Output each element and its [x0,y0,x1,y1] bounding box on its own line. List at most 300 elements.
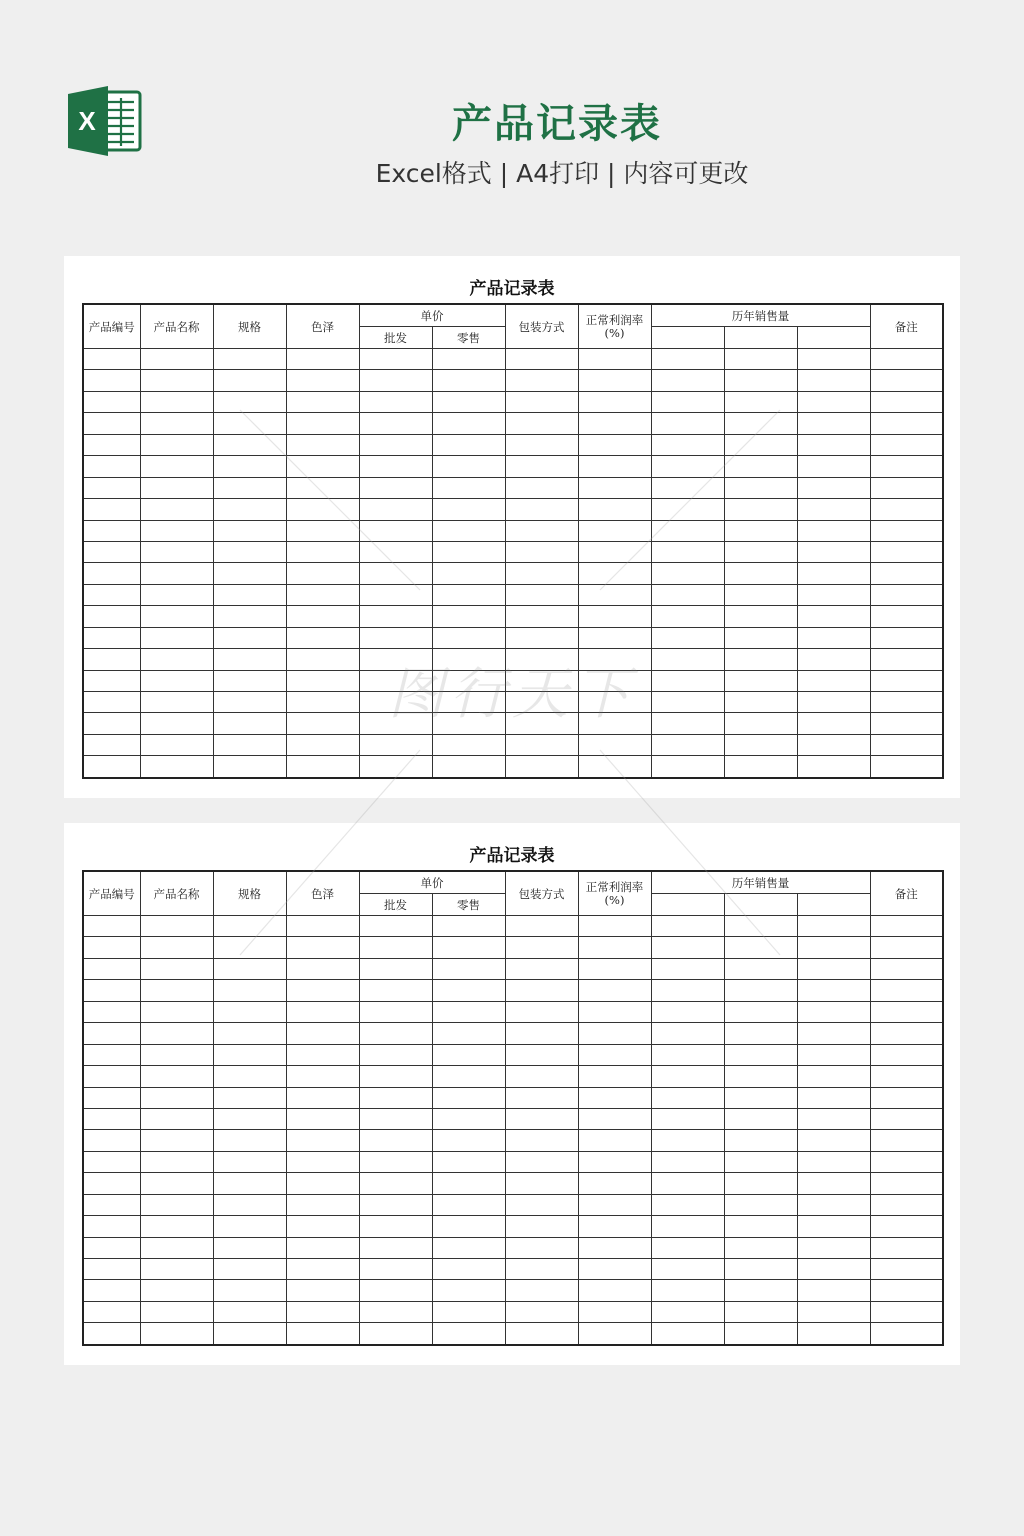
table-cell[interactable] [359,1130,432,1151]
table-cell[interactable] [359,713,432,734]
table-cell[interactable] [651,958,724,979]
table-cell[interactable] [578,499,651,520]
table-cell[interactable] [797,1066,870,1087]
table-cell[interactable] [213,1259,286,1280]
table-cell[interactable] [140,937,213,958]
table-cell[interactable] [213,413,286,434]
table-cell[interactable] [432,1301,505,1322]
table-cell[interactable] [797,1151,870,1172]
table-cell[interactable] [140,413,213,434]
table-cell[interactable] [432,1151,505,1172]
table-cell[interactable] [432,627,505,648]
table-cell[interactable] [83,713,140,734]
table-cell[interactable] [870,980,943,1001]
table-cell[interactable] [83,1130,140,1151]
table-cell[interactable] [140,958,213,979]
table-cell[interactable] [83,477,140,498]
table-cell[interactable] [797,1323,870,1345]
table-cell[interactable] [140,692,213,713]
table-cell[interactable] [870,670,943,691]
table-cell[interactable] [359,584,432,605]
table-cell[interactable] [797,1194,870,1215]
table-cell[interactable] [286,1237,359,1258]
table-cell[interactable] [213,1066,286,1087]
table-cell[interactable] [213,1087,286,1108]
table-cell[interactable] [870,477,943,498]
table-cell[interactable] [286,734,359,755]
table-cell[interactable] [286,1259,359,1280]
table-cell[interactable] [359,1044,432,1065]
table-cell[interactable] [432,1001,505,1022]
table-cell[interactable] [432,391,505,412]
table-cell[interactable] [870,413,943,434]
table-cell[interactable] [213,1023,286,1044]
table-cell[interactable] [83,606,140,627]
table-cell[interactable] [578,1001,651,1022]
table-cell[interactable] [651,713,724,734]
table-cell[interactable] [505,1280,578,1301]
table-cell[interactable] [724,1044,797,1065]
table-cell[interactable] [651,563,724,584]
table-cell[interactable] [83,1066,140,1087]
table-cell[interactable] [505,391,578,412]
table-cell[interactable] [213,1280,286,1301]
table-cell[interactable] [359,520,432,541]
table-cell[interactable] [213,692,286,713]
table-cell[interactable] [797,1087,870,1108]
table-cell[interactable] [797,434,870,455]
table-cell[interactable] [140,734,213,755]
table-cell[interactable] [578,1237,651,1258]
table-cell[interactable] [83,649,140,670]
table-cell[interactable] [213,370,286,391]
table-cell[interactable] [797,1108,870,1129]
table-cell[interactable] [432,1259,505,1280]
table-cell[interactable] [797,916,870,937]
table-cell[interactable] [213,1323,286,1345]
table-cell[interactable] [724,756,797,778]
table-cell[interactable] [651,1280,724,1301]
table-cell[interactable] [870,499,943,520]
table-cell[interactable] [870,1087,943,1108]
table-cell[interactable] [797,584,870,605]
table-cell[interactable] [432,980,505,1001]
table-cell[interactable] [286,1173,359,1194]
table-cell[interactable] [286,1066,359,1087]
table-cell[interactable] [140,1323,213,1345]
table-cell[interactable] [359,1066,432,1087]
table-cell[interactable] [432,606,505,627]
table-cell[interactable] [83,1151,140,1172]
table-cell[interactable] [286,1301,359,1322]
table-cell[interactable] [140,477,213,498]
table-cell[interactable] [578,1130,651,1151]
table-cell[interactable] [83,958,140,979]
table-cell[interactable] [213,1301,286,1322]
table-cell[interactable] [505,1044,578,1065]
table-cell[interactable] [359,1151,432,1172]
table-cell[interactable] [286,627,359,648]
table-cell[interactable] [651,1001,724,1022]
table-cell[interactable] [140,1044,213,1065]
table-cell[interactable] [359,649,432,670]
table-cell[interactable] [797,1259,870,1280]
table-cell[interactable] [505,606,578,627]
table-cell[interactable] [505,584,578,605]
table-cell[interactable] [505,1173,578,1194]
table-cell[interactable] [83,456,140,477]
table-cell[interactable] [797,520,870,541]
table-cell[interactable] [432,541,505,562]
table-cell[interactable] [724,1001,797,1022]
table-cell[interactable] [651,584,724,605]
table-cell[interactable] [797,1216,870,1237]
table-cell[interactable] [797,1237,870,1258]
table-cell[interactable] [651,670,724,691]
table-cell[interactable] [213,756,286,778]
table-cell[interactable] [140,1023,213,1044]
table-cell[interactable] [432,520,505,541]
table-cell[interactable] [286,499,359,520]
table-cell[interactable] [870,370,943,391]
table-cell[interactable] [213,541,286,562]
table-cell[interactable] [432,1130,505,1151]
table-cell[interactable] [213,434,286,455]
table-cell[interactable] [724,541,797,562]
table-cell[interactable] [505,541,578,562]
table-cell[interactable] [432,1066,505,1087]
table-cell[interactable] [213,649,286,670]
table-cell[interactable] [83,627,140,648]
table-cell[interactable] [213,477,286,498]
table-cell[interactable] [432,1216,505,1237]
table-cell[interactable] [286,756,359,778]
table-cell[interactable] [505,1066,578,1087]
table-cell[interactable] [651,980,724,1001]
table-cell[interactable] [432,734,505,755]
table-cell[interactable] [797,1301,870,1322]
table-cell[interactable] [432,349,505,370]
table-cell[interactable] [213,916,286,937]
table-cell[interactable] [505,1259,578,1280]
table-cell[interactable] [83,1323,140,1345]
table-cell[interactable] [505,692,578,713]
table-cell[interactable] [651,413,724,434]
table-cell[interactable] [213,734,286,755]
table-cell[interactable] [651,649,724,670]
table-cell[interactable] [724,734,797,755]
table-cell[interactable] [724,1130,797,1151]
table-cell[interactable] [213,349,286,370]
table-cell[interactable] [870,520,943,541]
table-cell[interactable] [724,692,797,713]
table-cell[interactable] [578,1216,651,1237]
table-cell[interactable] [870,713,943,734]
table-cell[interactable] [651,734,724,755]
table-cell[interactable] [578,413,651,434]
table-cell[interactable] [432,649,505,670]
table-cell[interactable] [213,1108,286,1129]
table-cell[interactable] [578,584,651,605]
table-cell[interactable] [140,1001,213,1022]
table-cell[interactable] [432,1044,505,1065]
table-cell[interactable] [359,670,432,691]
table-cell[interactable] [724,477,797,498]
table-cell[interactable] [724,627,797,648]
table-cell[interactable] [213,520,286,541]
table-cell[interactable] [870,391,943,412]
table-cell[interactable] [140,563,213,584]
table-cell[interactable] [83,413,140,434]
table-cell[interactable] [724,584,797,605]
table-cell[interactable] [578,670,651,691]
table-cell[interactable] [797,980,870,1001]
table-cell[interactable] [870,349,943,370]
table-cell[interactable] [797,1280,870,1301]
table-cell[interactable] [83,499,140,520]
table-cell[interactable] [578,1301,651,1322]
table-cell[interactable] [286,670,359,691]
table-cell[interactable] [505,756,578,778]
table-cell[interactable] [359,692,432,713]
table-cell[interactable] [359,734,432,755]
table-cell[interactable] [578,563,651,584]
table-cell[interactable] [505,734,578,755]
table-cell[interactable] [83,391,140,412]
table-cell[interactable] [286,434,359,455]
table-cell[interactable] [651,499,724,520]
table-cell[interactable] [724,916,797,937]
table-cell[interactable] [651,1151,724,1172]
table-cell[interactable] [286,1151,359,1172]
table-cell[interactable] [797,370,870,391]
table-cell[interactable] [140,584,213,605]
table-cell[interactable] [140,980,213,1001]
table-cell[interactable] [213,980,286,1001]
table-cell[interactable] [651,1237,724,1258]
table-cell[interactable] [286,413,359,434]
table-cell[interactable] [140,541,213,562]
table-cell[interactable] [870,456,943,477]
table-cell[interactable] [578,541,651,562]
table-cell[interactable] [797,477,870,498]
table-cell[interactable] [140,1237,213,1258]
table-cell[interactable] [870,1023,943,1044]
table-cell[interactable] [83,1173,140,1194]
table-cell[interactable] [213,1173,286,1194]
table-cell[interactable] [578,477,651,498]
table-cell[interactable] [286,980,359,1001]
table-cell[interactable] [83,1044,140,1065]
table-cell[interactable] [505,670,578,691]
table-cell[interactable] [505,520,578,541]
table-cell[interactable] [286,1044,359,1065]
table-cell[interactable] [578,606,651,627]
table-cell[interactable] [286,649,359,670]
table-cell[interactable] [724,434,797,455]
table-cell[interactable] [870,1130,943,1151]
table-cell[interactable] [286,349,359,370]
table-cell[interactable] [505,916,578,937]
table-cell[interactable] [797,349,870,370]
table-cell[interactable] [651,627,724,648]
table-cell[interactable] [432,456,505,477]
table-cell[interactable] [140,1087,213,1108]
table-cell[interactable] [286,1108,359,1129]
table-cell[interactable] [140,627,213,648]
table-cell[interactable] [505,1130,578,1151]
table-cell[interactable] [505,649,578,670]
table-cell[interactable] [432,692,505,713]
table-cell[interactable] [797,692,870,713]
table-cell[interactable] [359,1023,432,1044]
table-cell[interactable] [213,937,286,958]
table-cell[interactable] [213,391,286,412]
table-cell[interactable] [286,541,359,562]
table-cell[interactable] [213,499,286,520]
table-cell[interactable] [578,1151,651,1172]
table-cell[interactable] [83,1108,140,1129]
table-cell[interactable] [359,1237,432,1258]
table-cell[interactable] [213,563,286,584]
table-cell[interactable] [870,1001,943,1022]
table-cell[interactable] [432,958,505,979]
table-cell[interactable] [359,1323,432,1345]
table-cell[interactable] [870,584,943,605]
table-cell[interactable] [213,606,286,627]
table-cell[interactable] [505,1216,578,1237]
table-cell[interactable] [724,937,797,958]
table-cell[interactable] [797,1044,870,1065]
table-cell[interactable] [83,541,140,562]
table-cell[interactable] [870,541,943,562]
table-cell[interactable] [83,692,140,713]
table-cell[interactable] [505,1087,578,1108]
table-cell[interactable] [870,1066,943,1087]
table-cell[interactable] [724,1023,797,1044]
table-cell[interactable] [286,520,359,541]
table-cell[interactable] [724,670,797,691]
table-cell[interactable] [578,958,651,979]
table-cell[interactable] [651,1130,724,1151]
table-cell[interactable] [140,391,213,412]
table-cell[interactable] [140,649,213,670]
table-cell[interactable] [140,1216,213,1237]
table-cell[interactable] [359,413,432,434]
table-cell[interactable] [83,563,140,584]
table-cell[interactable] [870,1301,943,1322]
table-cell[interactable] [505,1237,578,1258]
table-cell[interactable] [505,413,578,434]
table-cell[interactable] [797,1130,870,1151]
table-cell[interactable] [83,1023,140,1044]
table-cell[interactable] [797,627,870,648]
table-cell[interactable] [870,1108,943,1129]
table-cell[interactable] [578,756,651,778]
table-cell[interactable] [724,499,797,520]
table-cell[interactable] [724,1323,797,1345]
table-cell[interactable] [286,958,359,979]
table-cell[interactable] [286,937,359,958]
table-cell[interactable] [505,1108,578,1129]
table-cell[interactable] [724,1151,797,1172]
table-cell[interactable] [213,713,286,734]
table-cell[interactable] [213,627,286,648]
table-cell[interactable] [724,649,797,670]
table-cell[interactable] [578,937,651,958]
table-cell[interactable] [213,1151,286,1172]
table-cell[interactable] [140,1301,213,1322]
table-cell[interactable] [359,1087,432,1108]
table-cell[interactable] [797,391,870,412]
table-cell[interactable] [870,916,943,937]
table-cell[interactable] [432,1087,505,1108]
table-cell[interactable] [140,1066,213,1087]
table-cell[interactable] [83,1280,140,1301]
table-cell[interactable] [83,349,140,370]
table-cell[interactable] [724,413,797,434]
table-cell[interactable] [870,606,943,627]
table-cell[interactable] [797,649,870,670]
table-cell[interactable] [83,756,140,778]
table-cell[interactable] [432,1194,505,1215]
table-cell[interactable] [140,670,213,691]
table-cell[interactable] [505,434,578,455]
table-cell[interactable] [432,563,505,584]
table-cell[interactable] [870,958,943,979]
table-cell[interactable] [505,1323,578,1345]
table-cell[interactable] [505,713,578,734]
table-cell[interactable] [83,370,140,391]
table-cell[interactable] [870,1173,943,1194]
table-cell[interactable] [797,756,870,778]
table-cell[interactable] [432,413,505,434]
table-cell[interactable] [432,1023,505,1044]
table-cell[interactable] [724,1280,797,1301]
table-cell[interactable] [140,1259,213,1280]
table-cell[interactable] [505,563,578,584]
table-cell[interactable] [505,349,578,370]
table-cell[interactable] [213,1044,286,1065]
table-cell[interactable] [651,391,724,412]
table-cell[interactable] [651,1108,724,1129]
table-cell[interactable] [286,606,359,627]
table-cell[interactable] [651,1173,724,1194]
table-cell[interactable] [870,627,943,648]
table-cell[interactable] [724,1259,797,1280]
table-cell[interactable] [213,1216,286,1237]
table-cell[interactable] [724,1087,797,1108]
table-cell[interactable] [286,1280,359,1301]
table-cell[interactable] [651,606,724,627]
table-cell[interactable] [870,563,943,584]
table-cell[interactable] [286,1194,359,1215]
table-cell[interactable] [578,627,651,648]
table-cell[interactable] [578,349,651,370]
table-cell[interactable] [578,370,651,391]
table-cell[interactable] [140,756,213,778]
table-cell[interactable] [797,734,870,755]
table-cell[interactable] [83,1216,140,1237]
table-cell[interactable] [359,1194,432,1215]
table-cell[interactable] [651,541,724,562]
table-cell[interactable] [724,370,797,391]
table-cell[interactable] [432,499,505,520]
table-cell[interactable] [83,1301,140,1322]
table-cell[interactable] [140,499,213,520]
table-cell[interactable] [797,563,870,584]
table-cell[interactable] [651,916,724,937]
